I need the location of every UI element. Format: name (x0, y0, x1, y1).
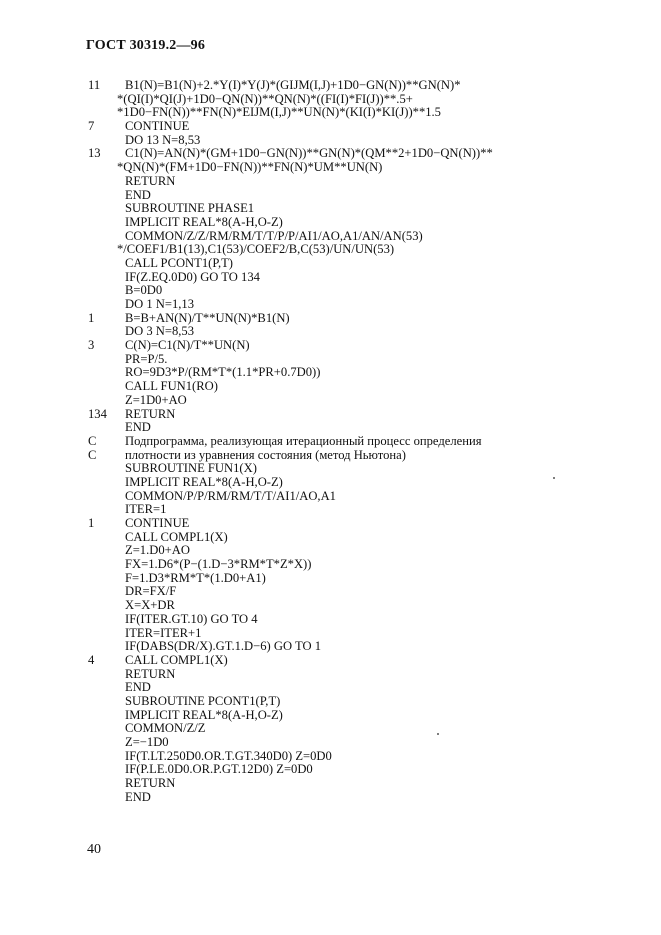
line-text: Z=1D0+AO (125, 392, 187, 407)
line-text: SUBROUTINE PCONT1(P,T) (125, 693, 281, 708)
line-text: *1D0−FN(N))**FN(N)*EIJM(I,J)**UN(N)*(KI(I)*KI(J))**1.5 (117, 105, 441, 120)
line-text: CALL COMPL1(X) (125, 529, 228, 544)
code-line (88, 668, 628, 682)
code-line (88, 161, 628, 175)
line-text: CALL COMPL1(X) (125, 652, 228, 667)
code-line (88, 490, 628, 504)
code-line (88, 243, 628, 257)
code-line (88, 763, 628, 777)
line-label: C (88, 447, 97, 462)
code-line (88, 230, 628, 244)
code-line (88, 189, 628, 203)
code-line (88, 216, 628, 230)
code-line (88, 106, 628, 120)
code-line (88, 298, 628, 312)
code-line (88, 175, 628, 189)
line-text: SUBROUTINE FUN1(X) (125, 461, 257, 476)
line-label: 11 (88, 78, 101, 92)
line-text: X=X+DR (125, 598, 175, 613)
line-text: DO 13 N=8,53 (125, 132, 201, 147)
line-text: RETURN (125, 173, 176, 188)
code-line (88, 435, 628, 449)
scan-speck (437, 733, 439, 735)
line-text: IF(DABS(DR/X).GT.1.D−6) GO TO 1 (125, 639, 322, 654)
line-text: B1(N)=B1(N)+2.*Y(I)*Y(J)*(GIJM(I,J)+1D0−GN(N))**GN(N)* (125, 78, 461, 92)
code-line (88, 503, 628, 517)
line-text: ITER=1 (125, 502, 167, 517)
line-text: RETURN (125, 406, 176, 421)
code-line (88, 627, 628, 641)
line-text: IF(P.LE.0D0.OR.P.GT.12D0) Z=0D0 (125, 762, 313, 777)
code-line (88, 353, 628, 367)
line-text: Подпрограмма, реализующая итерационный процесс определения (125, 433, 482, 448)
line-text: END (125, 187, 151, 202)
code-line (88, 654, 628, 668)
code-line (88, 736, 628, 750)
line-text: C(N)=C1(N)/T**UN(N) (125, 338, 250, 353)
line-text: CALL FUN1(RO) (125, 379, 218, 394)
code-line (88, 312, 628, 326)
line-text: CALL PCONT1(P,T) (125, 255, 233, 270)
code-line (88, 380, 628, 394)
line-text: IF(ITER.GT.10) GO TO 4 (125, 611, 258, 626)
code-line (88, 366, 628, 380)
line-text: IF(Z.EQ.0D0) GO TO 134 (125, 269, 260, 284)
code-line (88, 421, 628, 435)
line-text: FX=1.D6*(P−(1.D−3*RM*T*Z*X)) (125, 557, 312, 572)
code-line (88, 271, 628, 285)
code-line (88, 476, 628, 490)
line-text: B=0D0 (125, 283, 163, 298)
code-line (88, 339, 628, 353)
code-line (88, 750, 628, 764)
line-text: IMPLICIT REAL*8(A-H,O-Z) (125, 214, 283, 229)
line-label: 1 (88, 516, 95, 530)
code-line (88, 531, 628, 545)
line-text: COMMON/P/P/RM/RM/T/T/AI1/AO,A1 (125, 488, 336, 503)
code-listing (88, 79, 628, 804)
line-label: C (88, 433, 97, 448)
line-text: END (125, 789, 151, 804)
code-line (88, 791, 628, 805)
code-line (88, 640, 628, 654)
line-text: ITER=ITER+1 (125, 625, 202, 640)
line-text: CONTINUE (125, 516, 190, 530)
line-text: F=1.D3*RM*T*(1.D0+A1) (125, 570, 266, 585)
line-label: 4 (88, 652, 95, 667)
line-text: COMMON/Z/Z (125, 721, 206, 736)
code-line (88, 325, 628, 339)
code-line (88, 681, 628, 695)
code-line (88, 449, 628, 463)
code-line (88, 79, 628, 93)
code-line (88, 613, 628, 627)
code-line (88, 394, 628, 408)
code-line (88, 408, 628, 422)
line-label: 7 (88, 119, 95, 134)
line-text: IMPLICIT REAL*8(A-H,O-Z) (125, 707, 283, 722)
line-label: 3 (88, 338, 95, 353)
code-line (88, 544, 628, 558)
code-line (88, 695, 628, 709)
line-text: IF(T.LT.250D0.OR.T.GT.340D0) Z=0D0 (125, 748, 332, 763)
code-line (88, 558, 628, 572)
line-text: DO 3 N=8,53 (125, 324, 195, 339)
page-number: 40 (87, 842, 101, 857)
code-line (88, 585, 628, 599)
line-text: COMMON/Z/Z/RM/RM/T/T/P/P/AI1/AO,A1/AN/AN(53) (125, 228, 423, 243)
code-line (88, 147, 628, 161)
code-line (88, 284, 628, 298)
code-line (88, 599, 628, 613)
line-text: B=B+AN(N)/T**UN(N)*B1(N) (125, 310, 290, 325)
line-text: RO=9D3*P/(RM*T*(1.1*PR+0.7D0)) (125, 365, 321, 380)
line-text: END (125, 420, 151, 435)
code-line (88, 517, 628, 531)
line-text: Z=−1D0 (125, 735, 169, 749)
line-text: плотности из уравнения состояния (метод Ньютона) (125, 447, 406, 462)
line-text: *QN(N)*(FM+1D0−FN(N))**FN(N)*UM**UN(N) (117, 160, 383, 175)
line-text: DR=FX/F (125, 584, 177, 599)
line-label: 13 (88, 146, 101, 161)
code-line (88, 134, 628, 148)
line-text: END (125, 680, 151, 695)
line-text: Z=1.D0+AO (125, 543, 190, 558)
line-text: *(QI(I)*QI(J)+1D0−QN(N))**QN(N)*((FI(I)*FI(J))**.5+ (117, 91, 413, 106)
line-text: SUBROUTINE PHASE1 (125, 201, 255, 216)
code-line (88, 120, 628, 134)
code-line (88, 777, 628, 791)
code-line (88, 709, 628, 723)
code-line (88, 93, 628, 107)
code-line (88, 722, 628, 736)
line-text: CONTINUE (125, 119, 190, 134)
code-line (88, 572, 628, 586)
line-text: RETURN (125, 776, 176, 791)
page-header: ГОСТ 30319.2—96 (86, 38, 206, 53)
code-line (88, 462, 628, 476)
code-line (88, 257, 628, 271)
scan-speck (553, 477, 555, 479)
line-text: */COEF1/B1(13),C1(53)/COEF2/B,C(53)/UN/UN(53) (117, 242, 395, 257)
line-text: C1(N)=AN(N)*(GM+1D0−GN(N))**GN(N)*(QM**2+1D0−QN(N))** (125, 146, 493, 161)
line-text: RETURN (125, 666, 176, 681)
line-text: PR=P/5. (125, 351, 168, 366)
code-line (88, 202, 628, 216)
line-text: DO 1 N=1,13 (125, 297, 195, 311)
line-label: 134 (88, 406, 107, 421)
line-text: IMPLICIT REAL*8(A-H,O-Z) (125, 474, 283, 489)
line-label: 1 (88, 310, 95, 325)
